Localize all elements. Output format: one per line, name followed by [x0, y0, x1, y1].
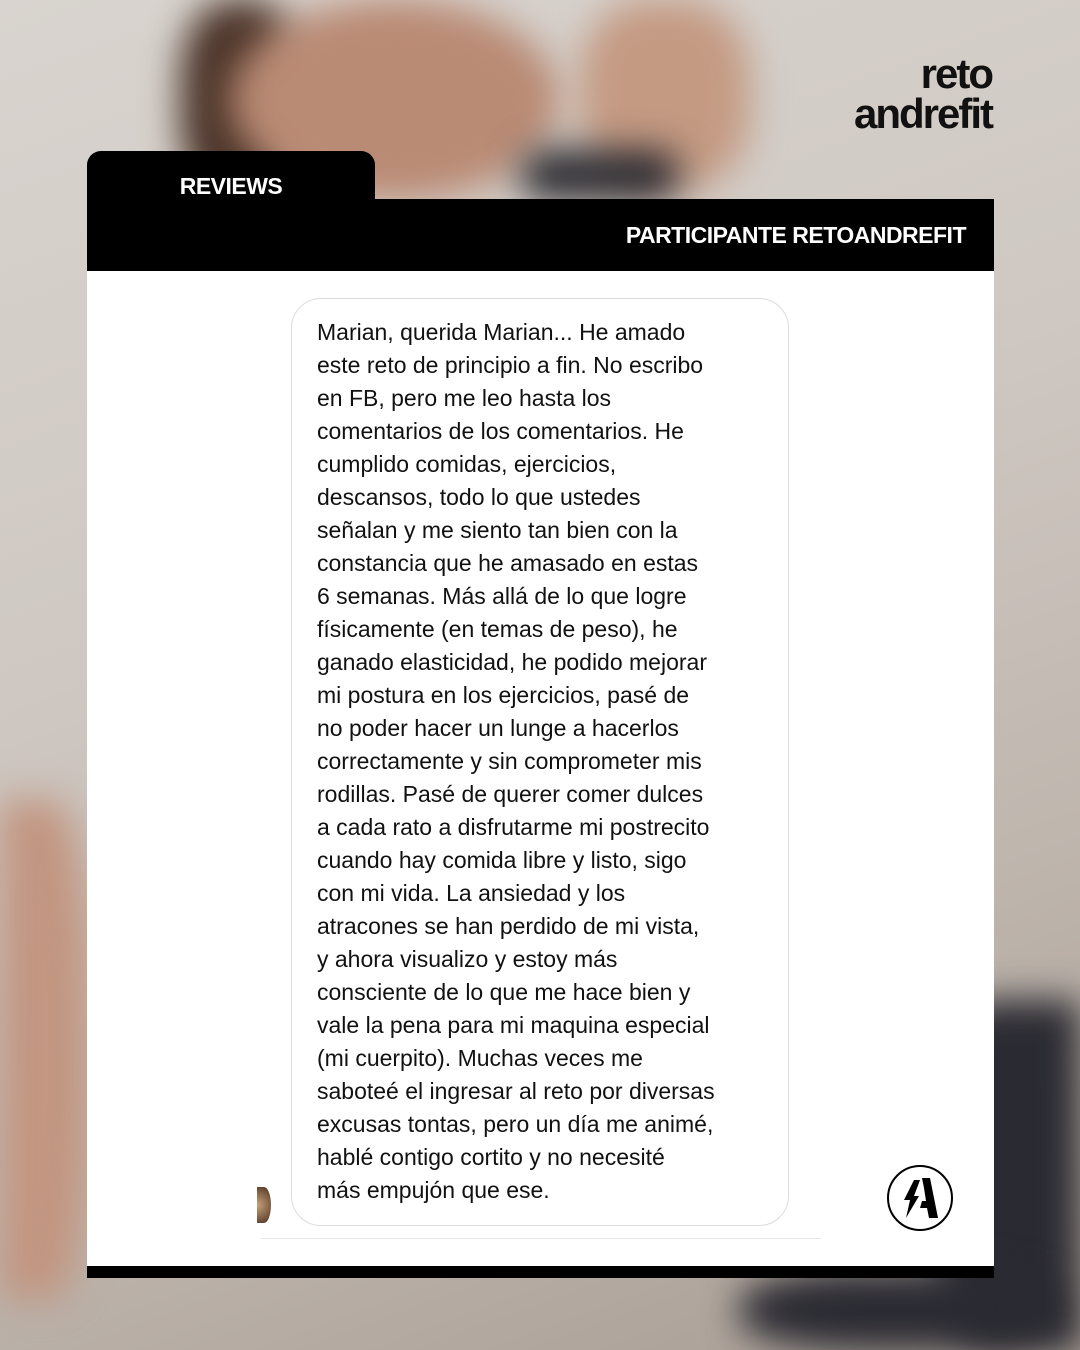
message-line: mi postura en los ejercicios, pasé de [317, 682, 690, 708]
message-line: descansos, todo lo que ustedes [317, 484, 641, 510]
andrefit-bolt-a-icon [900, 1176, 940, 1220]
message-line: más empujón que ese. [317, 1177, 550, 1203]
review-panel [87, 271, 994, 1266]
message-line: vale la pena para mi maquina especial [317, 1012, 710, 1038]
message-line: a cada rato a disfrutarme mi postrecito [317, 814, 710, 840]
header-bar [87, 199, 994, 271]
message-line: cuando hay comida libre y listo, sigo [317, 847, 687, 873]
message-line: en FB, pero me leo hasta los [317, 385, 612, 411]
message-line: saboteé el ingresar al reto por diversas [317, 1078, 715, 1104]
message-line: no poder hacer un lunge a hacerlos [317, 715, 679, 741]
message-line: señalan y me siento tan bien con la [317, 517, 678, 543]
tab-reviews [87, 151, 375, 199]
message-line: 6 semanas. Más allá de lo que logre [317, 583, 687, 609]
avatar [257, 1187, 271, 1223]
logo-line-1: reto [920, 50, 992, 97]
message-line: correctamente y sin comprometer mis [317, 748, 702, 774]
message-line: excusas tontas, pero un día me animé, [317, 1111, 714, 1137]
background-photo [520, 150, 680, 200]
background-photo [740, 1270, 1060, 1350]
message-line: comentarios de los comentarios. He [317, 418, 684, 444]
message-line: y ahora visualizo y estoy más [317, 946, 618, 972]
message-line: Marian, querida Marian... He amado [317, 319, 686, 345]
andrefit-badge [887, 1165, 953, 1231]
message-line: (mi cuerpito). Muchas veces me [317, 1045, 643, 1071]
bottom-bar [87, 1266, 994, 1278]
divider [261, 1238, 821, 1239]
logo-line-2: andrefit [853, 90, 992, 137]
message-line: hablé contigo cortito y no necesité [317, 1144, 665, 1170]
brand-logo [853, 50, 992, 137]
message-line: físicamente (en temas de peso), he [317, 616, 678, 642]
header-title: PARTICIPANTE RETOANDREFIT [625, 221, 966, 248]
message-line: atracones se han perdido de mi vista, [317, 913, 700, 939]
tab-label: REVIEWS [179, 173, 283, 199]
message-line: este reto de principio a fin. No escribo [317, 352, 704, 378]
background-photo [0, 800, 90, 1300]
message-bubble [291, 298, 789, 1226]
message-line: cumplido comidas, ejercicios, [317, 451, 617, 477]
message-line: rodillas. Pasé de querer comer dulces [317, 781, 704, 807]
message-line: consciente de lo que me hace bien y [317, 979, 691, 1005]
message-line: constancia que he amasado en estas [317, 550, 699, 576]
message-line: con mi vida. La ansiedad y los [317, 880, 626, 906]
message-line: ganado elasticidad, he podido mejorar [317, 649, 707, 675]
